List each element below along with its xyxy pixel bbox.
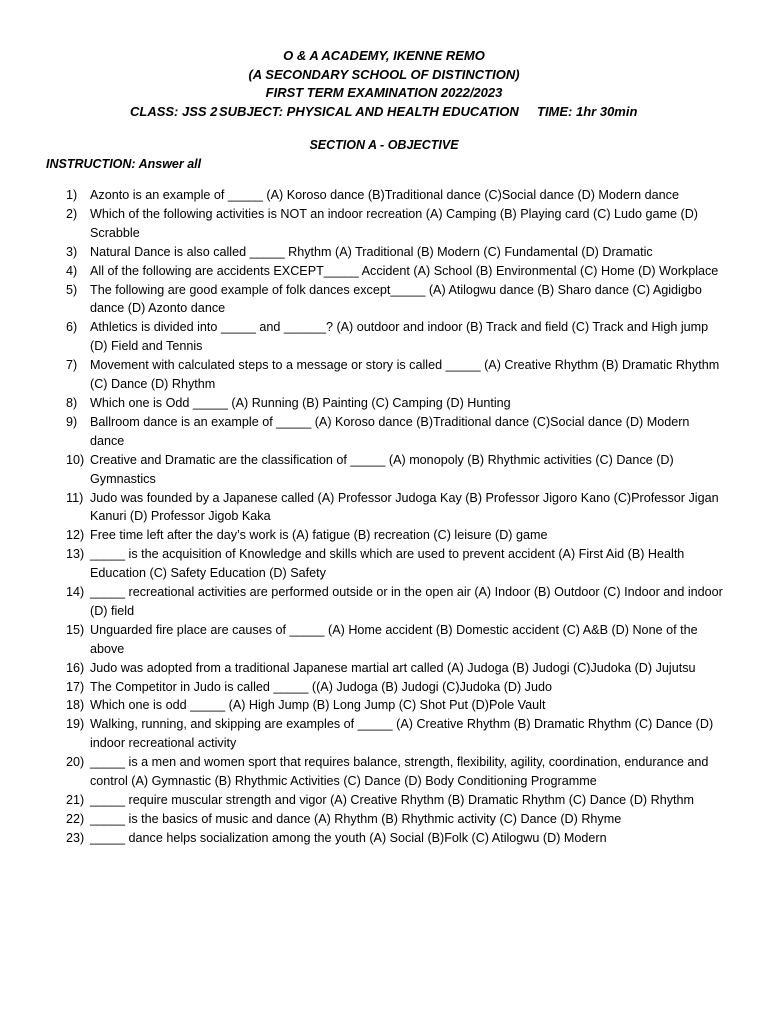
question-number: 13): [66, 547, 85, 562]
question-item: [66, 545, 726, 583]
question-number: 9): [66, 414, 78, 429]
question-number: 2): [66, 206, 78, 221]
question-number: 17): [66, 679, 85, 694]
question-text: Azonto is an example of _____ (A) Koroso dance (B)Traditional dance (C)Social dance (D) Modern dance: [90, 188, 679, 202]
question-text: Unguarded fire place are causes of _____ (A) Home accident (B) Domestic accident (C) A&B (D) None of the above: [90, 622, 698, 656]
question-text: Which one is Odd _____ (A) Running (B) Painting (C) Camping (D) Hunting: [90, 395, 511, 410]
question-item: [66, 678, 726, 697]
question-text: Movement with calculated steps to a message or story is called _____ (A) Creative Rhythm (B) Dramatic Rhythm (C) Dance (D) Rhythm: [90, 358, 720, 392]
question-text: Natural Dance is also called _____ Rhythm (A) Traditional (B) Modern (C) Fundamental (D) Dramatic: [90, 244, 653, 259]
question-item: [66, 186, 726, 205]
question-number: 16): [66, 660, 85, 675]
question-number: 20): [66, 755, 85, 770]
question-item: [66, 394, 726, 413]
question-number: 4): [66, 263, 78, 278]
question-item: [66, 451, 726, 489]
question-number: 18): [66, 698, 85, 713]
question-text: Creative and Dramatic are the classification of _____ (A) monopoly (B) Rhythmic activities (C) Dance (D) Gymnastics: [90, 452, 674, 486]
question-item: [66, 621, 726, 659]
question-text: The Competitor in Judo is called _____ ((A) Judoga (B) Judogi (C)Judoka (D) Judo: [90, 679, 552, 694]
question-number: 21): [66, 793, 85, 807]
question-text: Ballroom dance is an example of _____ (A) Koroso dance (B)Traditional dance (C)Social dance (D) Modern dance: [90, 414, 690, 448]
question-number: 19): [66, 717, 85, 732]
question-number: 6): [66, 320, 78, 335]
question-item: [66, 205, 726, 243]
question-item: [66, 696, 726, 715]
question-list: [66, 186, 726, 848]
question-number: 11): [66, 490, 84, 505]
question-text: The following are good example of folk dances except_____ (A) Atilogwu dance (B) Sharo dance (C) Agidigbo dance (D) Azonto dance: [90, 282, 702, 316]
question-number: 7): [66, 358, 78, 373]
section-title: SECTION A - OBJECTIVE: [309, 138, 459, 152]
question-item: [66, 413, 726, 451]
question-item: [66, 583, 726, 621]
question-item: [66, 489, 726, 527]
question-item: [66, 715, 726, 753]
question-item: [66, 753, 726, 791]
question-number: 1): [66, 188, 78, 202]
question-item: [66, 243, 726, 262]
question-number: 5): [66, 282, 78, 297]
time-label: TIME: 1hr 30min: [537, 104, 638, 119]
question-text: _____ require muscular strength and vigor (A) Creative Rhythm (B) Dramatic Rhythm (C) Dance (D) Rhythm: [90, 793, 694, 807]
question-number: 8): [66, 395, 78, 410]
question-item: [66, 526, 726, 545]
instruction: INSTRUCTION: Answer all: [46, 157, 202, 171]
question-number: 3): [66, 244, 78, 259]
question-text: _____ is the acquisition of Knowledge and skills which are used to prevent accident (A) First Aid (B) Health Education (C) Safety Education (D) Safety: [90, 547, 685, 581]
question-item: [66, 318, 726, 356]
exam-header: [0, 47, 768, 103]
question-item: [66, 791, 726, 810]
question-text: Judo was adopted from a traditional Japanese martial art called (A) Judoga (B) Judogi (C)Judoka (D) Jujutsu: [90, 660, 696, 675]
question-item: [66, 810, 726, 829]
question-text: Which one is odd _____ (A) High Jump (B) Long Jump (C) Shot Put (D)Pole Vault: [90, 698, 546, 713]
question-text: _____ is a men and women sport that requires balance, strength, flexibility, agility, coordination, endurance and control (A) Gymnastic (B) Rhythmic Activities (C) Dance (D) Body Conditioning Programme: [90, 755, 709, 789]
class-label: CLASS: JSS 2: [130, 104, 218, 119]
question-text: Walking, running, and skipping are examples of _____ (A) Creative Rhythm (B) Dramatic Rhythm (C) Dance (D) indoor recreational activity: [90, 717, 714, 751]
question-number: 10): [66, 452, 85, 467]
exam-title: FIRST TERM EXAMINATION 2022/2023: [265, 85, 503, 101]
subject-label: SUBJECT: PHYSICAL AND HEALTH EDUCATION: [219, 104, 519, 119]
question-text: _____ dance helps socialization among the youth (A) Social (B)Folk (C) Atilogwu (D) Modern: [90, 830, 607, 845]
question-item: [66, 659, 726, 678]
question-text: _____ recreational activities are performed outside or in the open air (A) Indoor (B) Outdoor (C) Indoor and indoor (D) field: [90, 585, 723, 618]
question-number: 23): [66, 830, 85, 845]
question-number: 14): [66, 585, 85, 600]
school-motto: (A SECONDARY SCHOOL OF DISTINCTION): [248, 66, 520, 82]
question-item: [66, 281, 726, 319]
question-number: 22): [66, 811, 85, 826]
question-item: [66, 829, 726, 848]
question-text: All of the following are accidents EXCEPT_____ Accident (A) School (B) Environmental (C) Home (D) Workplace: [90, 263, 719, 278]
question-text: Judo was founded by a Japanese called (A) Professor Judoga Kay (B) Professor Jigoro Kano (C)Professor Jigan Kanuri (D) Professor Jigob Kaka: [90, 490, 719, 524]
question-text: Which of the following activities is NOT an indoor recreation (A) Camping (B) Playing card (C) Ludo game (D) Scrabble: [90, 206, 699, 240]
question-number: 15): [66, 622, 85, 637]
question-item: [66, 356, 726, 394]
question-text: Athletics is divided into _____ and ______? (A) outdoor and indoor (B) Track and field (C) Track and High jump (D) Field and Tennis: [90, 320, 709, 354]
question-item: [66, 262, 726, 281]
question-text: Free time left after the day’s work is (A) fatigue (B) recreation (C) leisure (D) game: [90, 528, 548, 543]
question-text: _____ is the basics of music and dance (A) Rhythm (B) Rhythmic activity (C) Dance (D) Rhyme: [90, 811, 622, 826]
school-name: O & A ACADEMY, IKENNE REMO: [283, 48, 485, 63]
question-number: 12): [66, 528, 85, 543]
